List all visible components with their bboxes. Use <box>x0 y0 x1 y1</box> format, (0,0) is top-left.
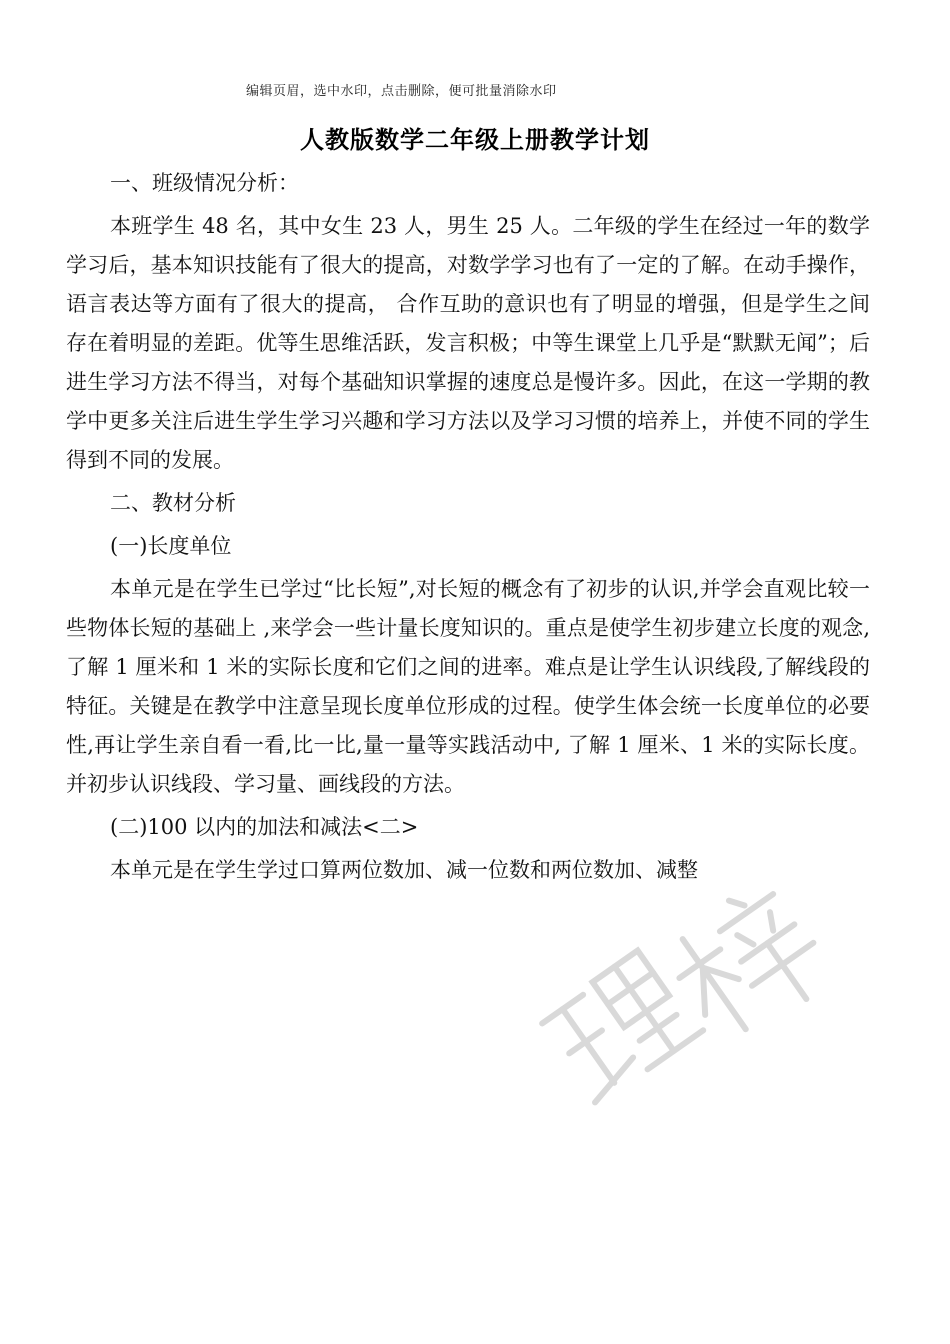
subheading-length-units: (一)长度单位 <box>110 534 232 558</box>
section-heading-class-analysis: 一、班级情况分析： <box>110 171 299 195</box>
subheading-addition-subtraction: (二)100 以内的加法和减法<二> <box>110 815 419 839</box>
section-heading-textbook-analysis: 二、教材分析 <box>110 491 236 515</box>
paragraph-addition-subtraction: 本单元是在学生学过口算两位数加、减一位数和两位数加、减整 <box>110 858 698 882</box>
paragraph-class-analysis: 本班学生 48 名，其中女生 23 人，男生 25 人。二年级的学生在经过一年的数学学习后，基本知识技能有了很大的提高，对数学学习也有了一定的了解。在动手操作，语言表达等方面有了很大的提高， 合作互助的意识也有了明显的增强，但是学生之间存在着明显的差距。优等生思维活跃，发言积极；中等生课堂上几乎是“默默无闻”；后进生学习方法不得当，对每个基础知识掌握的速度总是慢许多。因此，在这一学期的教学中更多关注后进生学生学习兴趣和学习方法以及学习习惯的培养上，并使不同的学生得到不同的发展。 <box>66 214 870 472</box>
watermark-logo <box>530 870 820 1130</box>
document-title: 人教版数学二年级上册教学计划 <box>300 125 650 154</box>
header-watermark-hint: 编辑页眉，选中水印，点击删除，便可批量消除水印 <box>246 84 557 99</box>
document-body <box>66 164 870 894</box>
paragraph-length-units: 本单元是在学生已学过“比长短”,对长短的概念有了初步的认识,并学会直观比较一些物体长短的基础上 ,来学会一些计量长度知识的。重点是使学生初步建立长度的观念,了解 1 厘米和 1 米的实际长度和它们之间的进率。难点是让学生认识线段,了解线段的特征。关键是在教学中注意呈现长度单位形成的过程。使学生体会统一长度单位的必要性,再让学生亲自看一看,比一比,量一量等实践活动中, 了解 1 厘米、1 米的实际长度。并初步认识线段、学习量、画线段的方法。 <box>66 577 870 796</box>
